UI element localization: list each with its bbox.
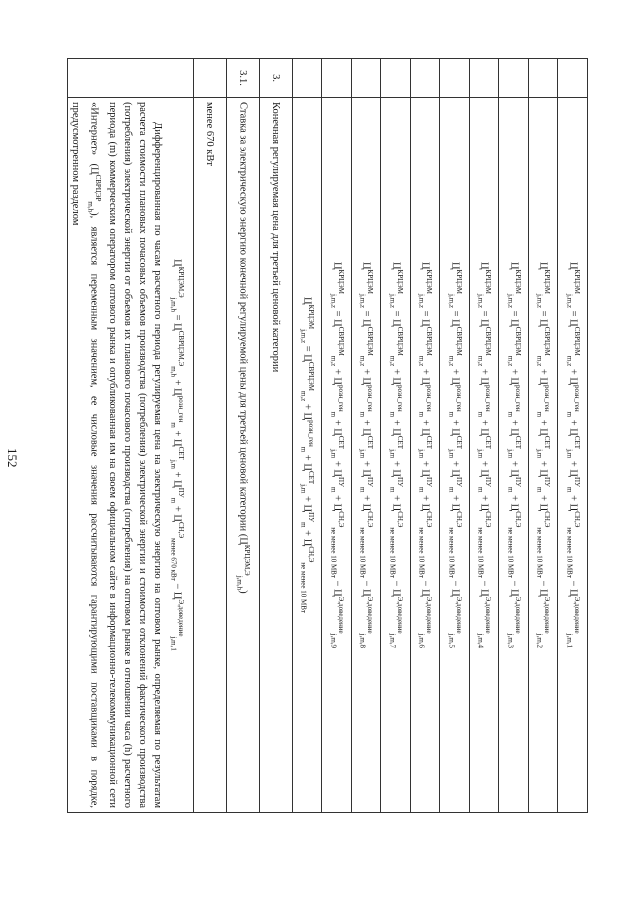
formula-cell: $Ц^{КРЦЭМ}_{j,m,z} = Ц^{СВРЦЭМ}_{m,z} + Ц^{розн\_ген}_m + Ц^{СЕТ}_{j,m} + Ц^{ПУ}_m + Ц^{СН,Э}_{не менее 10 МВт} - Ц^{Э,доведение}_{j,m,9}$ — [322, 98, 352, 813]
formula-cell: $Ц^{КРЦЭМ}_{j,m,z} = Ц^{СВРЦЭМ}_{m,z} + Ц^{розн\_ген}_m + Ц^{СЕТ}_{j,m} + Ц^{ПУ}_m + Ц^{СН,Э}_{не менее 10 МВт} - Ц^{Э,доведение}_{j,m,1}$ — [558, 98, 588, 813]
section-3-number: 3. — [260, 59, 293, 98]
formula-row — [470, 59, 500, 813]
formula-row-number — [470, 59, 500, 98]
formula-row-number — [293, 59, 323, 98]
formula-row-number — [440, 59, 470, 98]
section-3-1-title: Ставка за электрическую энергию конечной регулируемой цены для третьей ценовой категории $(Ц^{КРЦЭМ,Э}_{j,m,h})$ — [227, 98, 260, 813]
formula-row-number — [322, 59, 352, 98]
formula-row — [529, 59, 559, 813]
formula-cell: $Ц^{КРЦЭМ}_{j,m,z} = Ц^{СВРЦЭМ}_{m,z} + Ц^{розн\_ген}_m + Ц^{СЕТ}_{j,m} + Ц^{ПУ}_m + Ц^{СН,Э}_{не менее 10 МВт} - Ц^{Э,доведение}_{j,m,6}$ — [411, 98, 441, 813]
formula-row-number — [381, 59, 411, 98]
formula-row — [381, 59, 411, 813]
bottom-row — [67, 59, 193, 813]
sub-row-label: менее 670 кВт — [194, 98, 227, 813]
formula-row — [558, 59, 588, 813]
bottom-formula: $Ц^{КРЦЭМ,Э}_{j,m,h} = Ц^{СВРЦЭМ,Э}_{m,h} + Ц^{розн\_ген}_m + Ц^{СЕТ}_{j,m} + Ц^{ПУ}_m + Ц^{СН,Э}_{менее 670 кВт} - Ц^{Э,доведение}_{j,m,1}$ — [169, 259, 185, 651]
sub-row-number — [194, 59, 227, 98]
formula-row — [411, 59, 441, 813]
section-3-title: Конечная регулируемая цена для третьей ценовой категории — [260, 98, 293, 813]
section-3-1-number: 3.1. — [227, 59, 260, 98]
formula-row — [440, 59, 470, 813]
formula-row-number — [558, 59, 588, 98]
formula-cell: $Ц^{КРЦЭМ}_{j,m,z} = Ц^{СВРЦЭМ}_{m,z} + Ц^{розн\_ген}_m + Ц^{СЕТ}_{j,m} + Ц^{ПУ}_m + Ц^{СН,Э}_{не менее 10 МВт} - Ц^{Э,доведение}_{j,m,4}$ — [470, 98, 500, 813]
formula-cell: $Ц^{КРЦЭМ}_{j,m,z} = Ц^{СВРЦЭМ}_{m,z} + Ц^{розн\_ген}_m + Ц^{СЕТ}_{j,m} + Ц^{ПУ}_m + Ц^{СН,Э}_{не менее 10 МВт} - Ц^{Э,доведение}_{j,m,5}$ — [440, 98, 470, 813]
formula-row — [352, 59, 382, 813]
bottom-paragraph: Дифференцированная по часам расчетного периода регулируемая цена на электрическую энергию на оптовом рынке, определяемая по результатам расчета стоимости плановых почасовых объемов производства (потребления) электрической энергии и стоимости отклонений фактического производства (потребления) электрической энергии от объемов их планового почасового производства (потребления) на оптовом рынке в отношении часа (h) расчетного периода (m) коммерческим оператором оптового рынка и опубликованная им на своем официальном сайте в информационно-телекоммуникационной сети «Интернет» $(Ц^{СВРЦЭР}_{m,h})$, является переменным значением, ее числовые значения рассчитываются гарантирующими поставщиками в порядке, предусмотренном разделом — [69, 102, 164, 808]
formula-row-number — [411, 59, 441, 98]
formula-row — [322, 59, 352, 813]
formula-cell: $Ц^{КРЦЭМ}_{j,m,z} = Ц^{СВРЦЭМ}_{m,z} + Ц^{розн\_ген}_m + Ц^{СЕТ}_{j,m} + Ц^{ПУ}_m + Ц^{СН,Э}_{не менее 10 МВт} - Ц^{Э,доведение}_{j,m,2}$ — [529, 98, 559, 813]
formula-cell: $Ц^{КРЦЭМ}_{j,m,z} = Ц^{СВРЦЭМ}_{m,z} + Ц^{розн\_ген}_m + Ц^{СЕТ}_{j,m} + Ц^{ПУ}_m + Ц^{СН,Э}_{не менее 10 МВт}$ — [293, 98, 323, 813]
sub-row — [194, 59, 227, 813]
formula-cell: $Ц^{КРЦЭМ}_{j,m,z} = Ц^{СВРЦЭМ}_{m,z} + Ц^{розн\_ген}_m + Ц^{СЕТ}_{j,m} + Ц^{ПУ}_m + Ц^{СН,Э}_{не менее 10 МВт} - Ц^{Э,доведение}_{j,m,8}$ — [352, 98, 382, 813]
section-3-1-row — [227, 59, 260, 813]
formula-rows — [293, 59, 588, 813]
section-3-row — [260, 59, 293, 813]
formula-row-number — [499, 59, 529, 98]
formula-row-number — [352, 59, 382, 98]
bottom-content — [67, 98, 193, 813]
bottom-row-number — [67, 59, 193, 98]
formula-row-number — [529, 59, 559, 98]
formula-row — [499, 59, 529, 813]
formula-cell: $Ц^{КРЦЭМ}_{j,m,z} = Ц^{СВРЦЭМ}_{m,z} + Ц^{розн\_ген}_m + Ц^{СЕТ}_{j,m} + Ц^{ПУ}_m + Ц^{СН,Э}_{не менее 10 МВт} - Ц^{Э,доведение}_{j,m,7}$ — [381, 98, 411, 813]
formula-cell: $Ц^{КРЦЭМ}_{j,m,z} = Ц^{СВРЦЭМ}_{m,z} + Ц^{розн\_ген}_m + Ц^{СЕТ}_{j,m} + Ц^{ПУ}_m + Ц^{СН,Э}_{не менее 10 МВт} - Ц^{Э,доведение}_{j,m,3}$ — [499, 98, 529, 813]
formula-row — [293, 59, 323, 813]
tariff-table — [67, 58, 588, 813]
page-number: 152 — [5, 448, 20, 468]
